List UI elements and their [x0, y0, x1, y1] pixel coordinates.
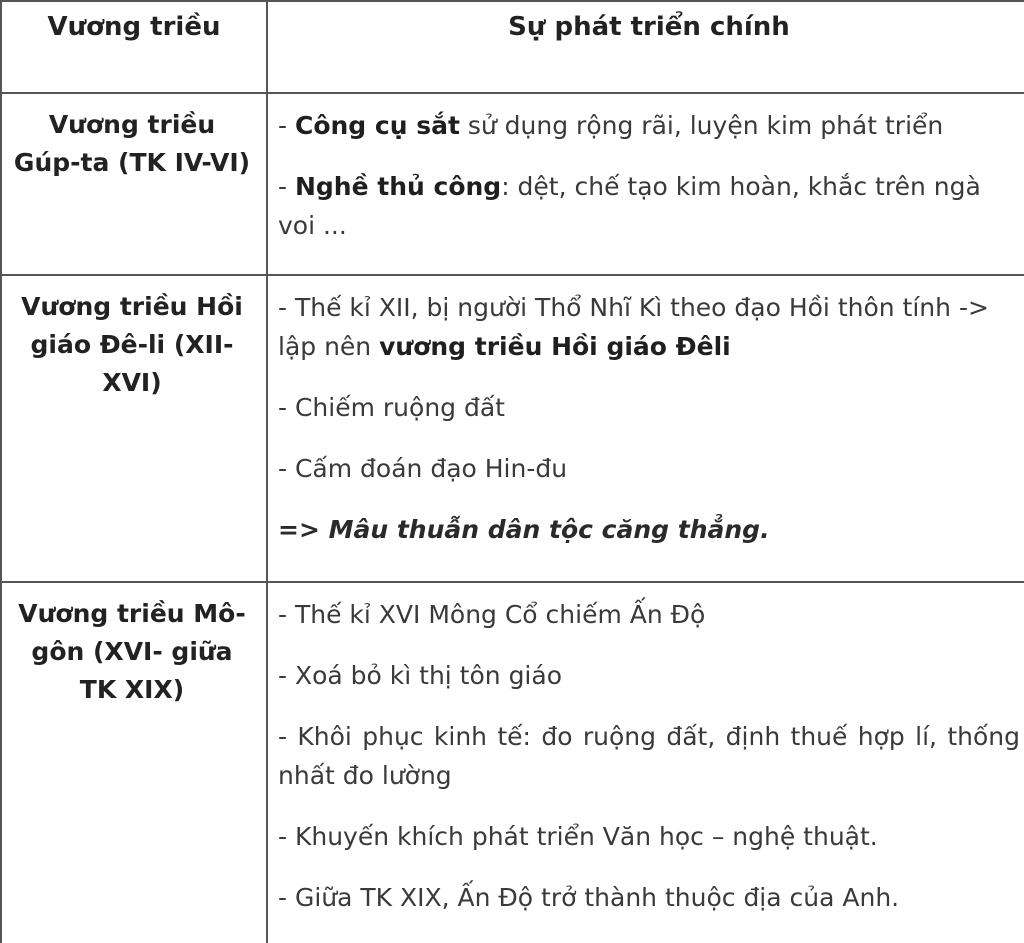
table-row	[1, 93, 1024, 275]
header-dynasty: Vương triều	[1, 1, 267, 93]
development-item: - Khôi phục kinh tế: đo ruộng đất, định thuế hợp lí, thống nhất đo lường	[278, 722, 1020, 790]
item-prefix: -	[278, 172, 295, 201]
development-item: - Chiếm ruộng đất	[278, 393, 505, 422]
dynasty-name-gupta: Vương triều Gúp-ta (TK IV-VI)	[1, 93, 267, 275]
development-item: - Thế kỉ XVI Mông Cổ chiếm Ấn Độ	[278, 600, 706, 629]
development-item: - Xoá bỏ kì thị tôn giáo	[278, 661, 562, 690]
table-row	[1, 275, 1024, 582]
item-bold-term: vương triều Hồi giáo Đêli	[379, 332, 731, 361]
development-cell-gupta	[267, 93, 1024, 275]
table-row	[1, 582, 1024, 943]
development-item	[278, 167, 1020, 245]
item-text: - Thế kỉ XII, bị người Thổ Nhĩ Kì theo đạo Hồi thôn tính -> lập nên	[278, 293, 989, 361]
header-development: Sự phát triển chính	[267, 1, 1024, 93]
development-cell-mughal	[267, 582, 1024, 943]
development-item: - Khuyến khích phát triển Văn học – nghệ thuật.	[278, 822, 878, 851]
item-bold-term: Công cụ sắt	[294, 111, 460, 140]
item-text: sử dụng rộng rãi, luyện kim phát triển	[459, 111, 944, 140]
dynasty-name-delhi: Vương triều Hồi giáo Đê-li (XII-XVI)	[1, 275, 267, 582]
development-cell-delhi	[267, 275, 1024, 582]
table-header-row	[1, 1, 1024, 93]
development-item: - Cấm đoán đạo Hin-đu	[278, 454, 568, 483]
development-item	[278, 288, 1020, 366]
dynasty-name-mughal: Vương triều Mô-gôn (XVI- giữa TK XIX)	[1, 582, 267, 943]
item-prefix: -	[278, 111, 295, 140]
development-item	[278, 106, 1020, 145]
item-bold-term: Nghề thủ công	[294, 172, 502, 201]
item-text: : dệt, chế tạo kim hoàn, khắc trên ngà voi ...	[278, 172, 981, 240]
conclusion-text: => Mâu thuẫn dân tộc căng thẳng.	[278, 515, 770, 544]
development-conclusion	[278, 510, 1020, 549]
development-item: - Giữa TK XIX, Ấn Độ trở thành thuộc địa của Anh.	[278, 883, 900, 912]
